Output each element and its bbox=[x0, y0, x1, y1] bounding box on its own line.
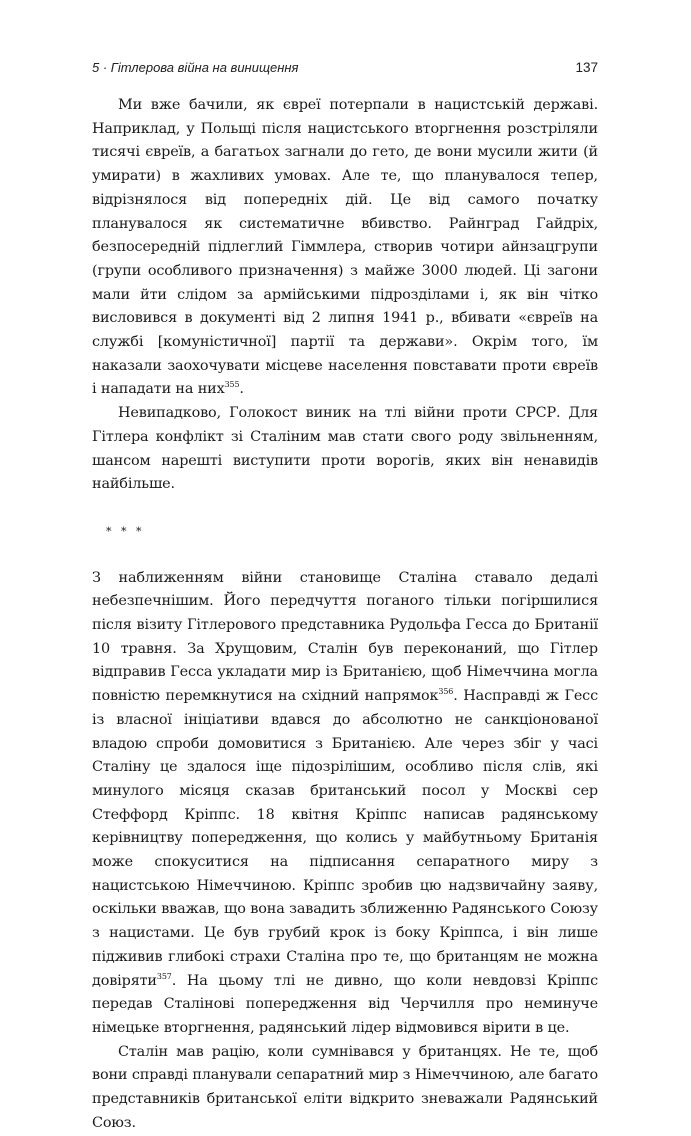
paragraph-3-text-c: . На цьому тлі не дивно, що коли невдовзі Кріппс передав Сталінові попередження від Черчилля про неминуче німецьке вторгнення, радянський лідер відмовився вірити в це. bbox=[92, 972, 598, 1036]
paragraph-3-text-b: . Насправді ж Гесс із власної ініціативи вдався до абсолютно не санкціонованої владою спроби домовитися з Британією. Але через збіг у часі Сталіну це здалося іще підозрілішим, особливо після слів, які минулого місяця сказав британський посол у Москві сер Стеффорд Кріппс. 18 квітня Кріппс написав радянському керівництву попередження, що колись у майбутньому Британія може спокуситися на підписання сепаратного миру з нацистською Німеччиною. Кріппс зробив цю надзвичайну заяву, оскільки вважав, що вона завадить зближенню Радянського Союзу з нацистами. Це був грубий крок із боку Кріппса, і він лише підживив глибокі страхи Сталіна про те, що британцям не можна довіряти bbox=[92, 688, 599, 989]
section-gap bbox=[92, 497, 598, 520]
footnote-ref-356: 356 bbox=[438, 687, 454, 697]
paragraph-2-text: Невипадково, Голокост виник на тлі війни проти СРСР. Для Гітлера конфлікт зі Сталіним мав стати свого роду звільненням, шансом нарешті виступити проти ворогів, яких він ненавидів найбільше. bbox=[92, 405, 598, 493]
running-head bbox=[92, 60, 598, 75]
section-gap bbox=[92, 544, 598, 567]
footnote-ref-355: 355 bbox=[224, 380, 240, 390]
paragraph-2 bbox=[92, 402, 598, 497]
paragraph-1-text: Ми вже бачили, як євреї потерпали в нацистській державі. Наприклад, у Польщі після нацистського вторгнення розстріляли тисячі євреїв, а багатьох загнали до гето, де вони мусили жити (й умирати) в жахливих умовах. Але те, що планувалося тепер, відрізнялося від попередніх дій. Це від самого початку планувалося як систематичне вбивство. Райнград Гайдріх, безпосередній підлеглий Гіммлера, створив чотири айнзацгрупи (групи особливого призначення) з майже 3000 людей. Ці загони мали йти слідом за армійськими підрозділами і, як він чітко висловився в документі від 2 липня 1941 р., вбивати «євреїв на службі [комуністичної] партії та держави». Окрім того, їм наказали заохочувати місцеве населення повставати проти євреїв і нападати на них bbox=[92, 97, 598, 398]
footnote-ref-357: 357 bbox=[156, 971, 172, 981]
paragraph-3 bbox=[92, 567, 598, 1041]
paragraph-1 bbox=[92, 94, 598, 402]
body-text bbox=[92, 94, 598, 1136]
page-number: 137 bbox=[575, 60, 598, 75]
paragraph-1-tail: . bbox=[239, 381, 244, 398]
paragraph-3-text-a: З наближенням війни становище Сталіна ставало дедалі небезпечнішим. Його передчуття поганого тільки погіршилися після візиту Гітлерового представника Рудольфа Гесса до Британії 10 травня. За Хрущовим, Сталін був переконаний, що Гітлер відправив Гесса укладати мир із Британією, щоб Німеччина могла повністю перемкнутися на східний напрямок bbox=[92, 569, 598, 705]
section-separator: * * * bbox=[106, 524, 145, 538]
chapter-title: 5 · Гітлерова війна на винищення bbox=[92, 60, 299, 75]
paragraph-4 bbox=[92, 1041, 598, 1136]
paragraph-4-text: Сталін мав рацію, коли сумнівався у британцях. Не те, щоб вони справді планували сепаратний мир з Німеччиною, але багато представників британської еліти відкрито зневажали Радянський Союз. bbox=[92, 1043, 598, 1131]
